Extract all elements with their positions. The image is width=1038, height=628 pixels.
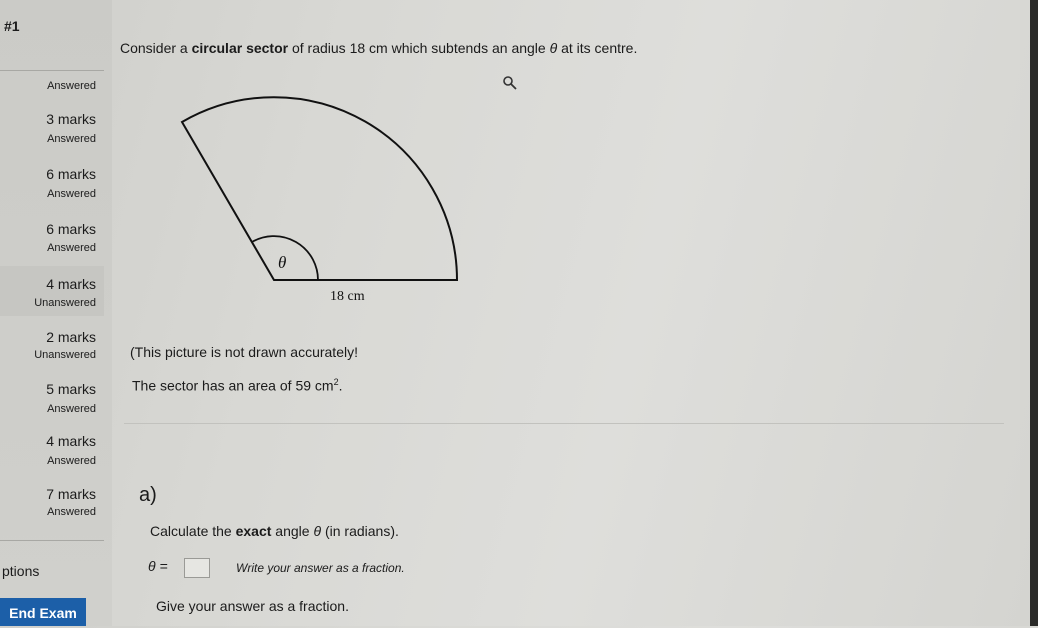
answer-hint: Write your answer as a fraction. — [236, 561, 405, 575]
question-status[interactable]: Answered — [47, 506, 96, 518]
question-status[interactable]: Unanswered — [34, 349, 96, 361]
question-marks[interactable]: 6 marks — [46, 221, 96, 237]
sector-area-text — [132, 377, 342, 394]
radius-label: 18 cm — [330, 289, 365, 304]
question-number: #1 — [4, 18, 20, 34]
theta-symbol: θ — [313, 523, 322, 539]
question-status[interactable]: Answered — [47, 242, 96, 254]
answer-input[interactable] — [184, 558, 210, 578]
instruction-keyword: exact — [235, 523, 272, 539]
end-exam-button[interactable]: End Exam — [0, 598, 86, 626]
question-status[interactable]: Answered — [47, 188, 96, 200]
question-marks[interactable]: 2 marks — [46, 329, 96, 345]
question-navigator — [0, 0, 112, 626]
instruction-text-part: (in radians). — [321, 523, 399, 539]
question-status[interactable]: Answered — [47, 403, 96, 415]
question-marks[interactable]: 3 marks — [46, 111, 96, 127]
area-exponent: 2 — [333, 377, 339, 387]
angle-label: θ — [278, 253, 287, 272]
question-text-part: at its centre. — [557, 40, 638, 56]
question-text-part: of radius 18 cm which subtends an angle — [288, 40, 550, 56]
question-content — [112, 0, 1030, 626]
question-marks[interactable]: 6 marks — [46, 166, 96, 182]
area-value: 59 cm — [295, 377, 334, 394]
part-instruction — [150, 523, 399, 539]
sidebar-divider — [0, 540, 104, 541]
search-icon[interactable] — [502, 75, 518, 91]
question-marks[interactable]: 4 marks — [46, 276, 96, 292]
question-status[interactable]: Answered — [47, 133, 96, 145]
sidebar-divider — [0, 70, 104, 71]
part-label: a) — [139, 484, 157, 506]
answer-format-instruction: Give your answer as a fraction. — [156, 598, 349, 614]
equation-label: θ = — [148, 558, 168, 574]
instruction-text-part: Calculate the — [150, 523, 236, 539]
instruction-text-part: angle — [271, 523, 314, 539]
question-status[interactable]: Answered — [47, 455, 96, 467]
question-status[interactable]: Answered — [47, 80, 96, 92]
diagram-note: (This picture is not drawn accurately! — [130, 344, 358, 360]
theta-symbol: θ — [549, 40, 558, 56]
sector-diagram — [174, 90, 474, 310]
area-text-part: . — [338, 377, 343, 394]
question-text — [120, 40, 637, 56]
question-keyword: circular sector — [191, 40, 289, 56]
question-marks[interactable]: 7 marks — [46, 486, 96, 502]
question-text-part: Consider a — [120, 40, 192, 56]
screen-edge — [1030, 0, 1038, 626]
area-text-part: The sector has an area of — [132, 377, 296, 394]
question-marks[interactable]: 5 marks — [46, 381, 96, 397]
question-marks[interactable]: 4 marks — [46, 433, 96, 449]
section-divider — [124, 423, 1004, 424]
options-link[interactable]: ptions — [2, 563, 40, 579]
question-status[interactable]: Unanswered — [34, 297, 96, 309]
sector-outline — [182, 97, 457, 280]
